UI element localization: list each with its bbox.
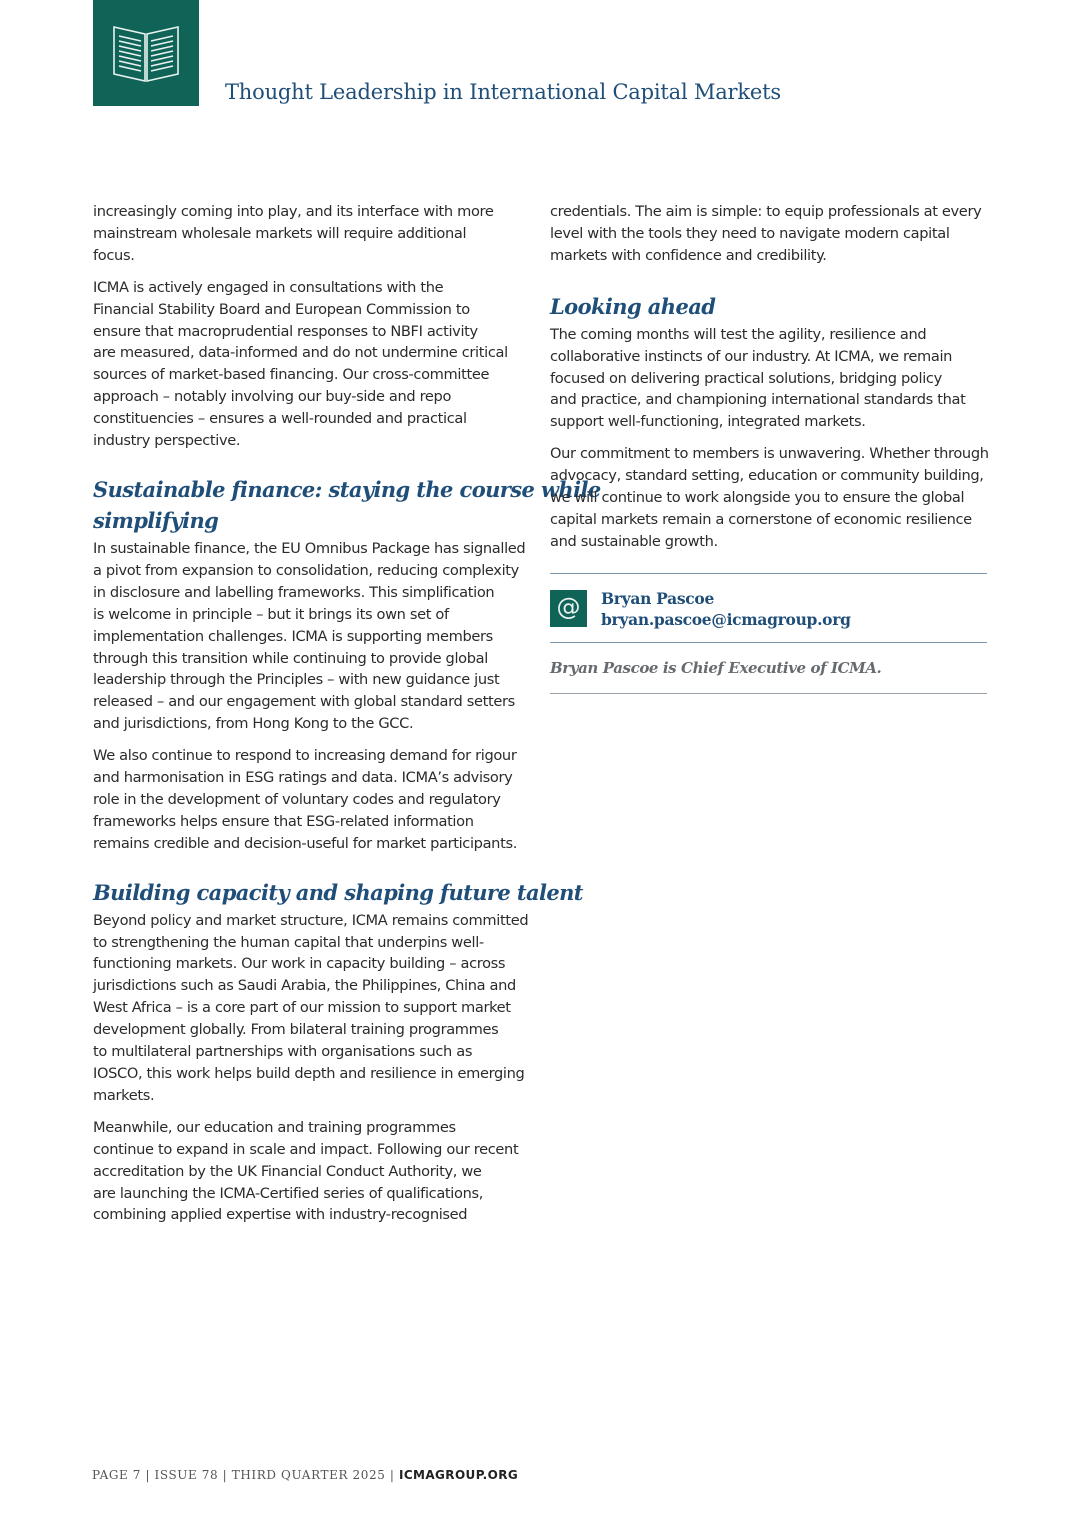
- paragraph: [93, 910, 533, 1107]
- text-line: Looking ahead: [550, 293, 716, 319]
- text-line: Our commitment to members is unwavering. Whether through: [550, 445, 989, 463]
- text-line: a pivot from expansion to consolidation, reducing complexity: [93, 561, 519, 579]
- left-column: [93, 201, 601, 1236]
- paragraph: [93, 1117, 533, 1227]
- text-line: capital markets remain a cornerstone of economic resilience: [550, 510, 972, 528]
- text-line: are launching the ICMA-Certified series of qualifications,: [93, 1184, 484, 1202]
- text-line: to strengthening the human capital that underpins well-: [93, 933, 484, 951]
- text-line: released – and our engagement with global standard setters: [93, 693, 515, 711]
- author-box: [550, 573, 987, 694]
- section-heading-building-capacity: [93, 877, 583, 908]
- text-line: focused on delivering practical solutions, bridging policy: [550, 369, 942, 387]
- text-line: in disclosure and labelling frameworks. This simplification: [93, 583, 495, 601]
- text-line: ensure that macroprudential responses to NBFI activity: [93, 322, 478, 340]
- logo-box: [93, 0, 199, 106]
- footer-separator: |: [218, 1468, 232, 1482]
- page-footer: [92, 1468, 518, 1482]
- footer-separator: |: [385, 1468, 399, 1482]
- text-line: frameworks helps ensure that ESG-related information: [93, 812, 474, 830]
- text-line: IOSCO, this work helps build depth and resilience in emerging: [93, 1065, 525, 1082]
- text-line: markets with confidence and credibility.: [550, 246, 827, 264]
- section-heading-looking-ahead: [550, 291, 990, 322]
- author-bio: Bryan Pascoe is Chief Executive of ICMA.: [550, 658, 882, 677]
- text-line: The coming months will test the agility, resilience and: [550, 325, 927, 343]
- text-line: through this transition while continuing to provide global: [93, 649, 488, 667]
- text-line: combining applied expertise with industry-recognised: [93, 1206, 468, 1224]
- footer-separator: |: [141, 1468, 155, 1482]
- section-heading-sustainable-finance: [93, 474, 601, 536]
- text-line: Sustainable finance: staying the course while: [93, 476, 601, 502]
- at-sign-icon: @: [550, 590, 587, 627]
- footer-issue: ISSUE 78: [154, 1468, 219, 1482]
- text-line: are measured, data-informed and do not undermine critical: [93, 344, 508, 362]
- text-line: constituencies – ensures a well-rounded and practical: [93, 410, 467, 428]
- text-line: leadership through the Principles – with new guidance just: [93, 671, 500, 689]
- author-contact: [550, 574, 987, 642]
- footer-page: PAGE 7: [92, 1468, 142, 1482]
- text-line: implementation challenges. ICMA is supporting members: [93, 627, 493, 645]
- text-line: and practice, and championing international standards that: [550, 391, 966, 409]
- text-line: level with the tools they need to navigate modern capital: [550, 224, 950, 242]
- text-line: support well-functioning, integrated markets.: [550, 413, 866, 431]
- text-line: functioning markets. Our work in capacity building – across: [93, 955, 506, 973]
- text-line: is welcome in principle – but it brings its own set of: [93, 605, 449, 623]
- footer-site-link[interactable]: ICMAGROUP.ORG: [398, 1468, 519, 1482]
- text-line: role in the development of voluntary codes and regulatory: [93, 790, 501, 808]
- text-line: we will continue to work alongside you to ensure the global: [550, 489, 965, 507]
- text-line: continue to expand in scale and impact. Following our recent: [93, 1140, 519, 1158]
- text-line: Financial Stability Board and European Commission to: [93, 300, 470, 318]
- text-line: to multilateral partnerships with organisations such as: [93, 1043, 473, 1061]
- paragraph: [93, 277, 533, 452]
- text-line: accreditation by the UK Financial Conduct Authority, we: [93, 1162, 482, 1180]
- text-line: Building capacity and shaping future talent: [93, 879, 583, 905]
- text-line: We also continue to respond to increasing demand for rigour: [93, 747, 517, 765]
- paragraph: [550, 201, 990, 267]
- text-line: increasingly coming into play, and its interface with more: [93, 203, 494, 220]
- text-line: approach – notably involving our buy-side and repo: [93, 388, 452, 406]
- divider: [550, 693, 987, 694]
- footer-quarter: THIRD QUARTER 2025: [231, 1468, 386, 1482]
- paragraph: [93, 745, 533, 855]
- text-line: ICMA is actively engaged in consultations with the: [93, 278, 444, 296]
- paragraph: [550, 443, 990, 553]
- author-email-link[interactable]: bryan.pascoe@icmagroup.org: [601, 609, 851, 629]
- text-line: and jurisdictions, from Hong Kong to the GCC.: [93, 715, 414, 733]
- text-line: mainstream wholesale markets will require additional: [93, 224, 467, 242]
- text-line: focus.: [93, 246, 135, 264]
- text-line: collaborative instincts of our industry. At ICMA, we remain: [550, 347, 953, 365]
- text-line: advocacy, standard setting, education or community building,: [550, 467, 984, 485]
- text-line: and sustainable growth.: [550, 532, 718, 550]
- paragraph: [93, 538, 533, 735]
- text-line: simplifying: [93, 507, 219, 533]
- text-line: and harmonisation in ESG ratings and data. ICMA’s advisory: [93, 769, 513, 787]
- text-line: industry perspective.: [93, 432, 241, 450]
- paragraph: [93, 201, 533, 267]
- text-line: remains credible and decision-useful for market participants.: [93, 834, 517, 852]
- text-line: Beyond policy and market structure, ICMA remains committed: [93, 911, 529, 929]
- open-book-icon: [110, 21, 182, 85]
- text-line: sources of market-based financing. Our cross-committee: [93, 366, 490, 384]
- paragraph: [550, 324, 990, 434]
- page-header-title: Thought Leadership in International Capital Markets: [225, 80, 781, 104]
- text-line: In sustainable finance, the EU Omnibus Package has signalled: [93, 539, 526, 557]
- text-line: development globally. From bilateral training programmes: [93, 1021, 499, 1039]
- text-line: credentials. The aim is simple: to equip professionals at every: [550, 203, 982, 220]
- text-line: Meanwhile, our education and training programmes: [93, 1118, 456, 1136]
- text-line: jurisdictions such as Saudi Arabia, the Philippines, China and: [93, 977, 516, 995]
- right-column: [550, 201, 990, 694]
- text-line: markets.: [93, 1086, 155, 1104]
- author-name: Bryan Pascoe: [601, 588, 715, 608]
- text-line: West Africa – is a core part of our mission to support market: [93, 999, 511, 1017]
